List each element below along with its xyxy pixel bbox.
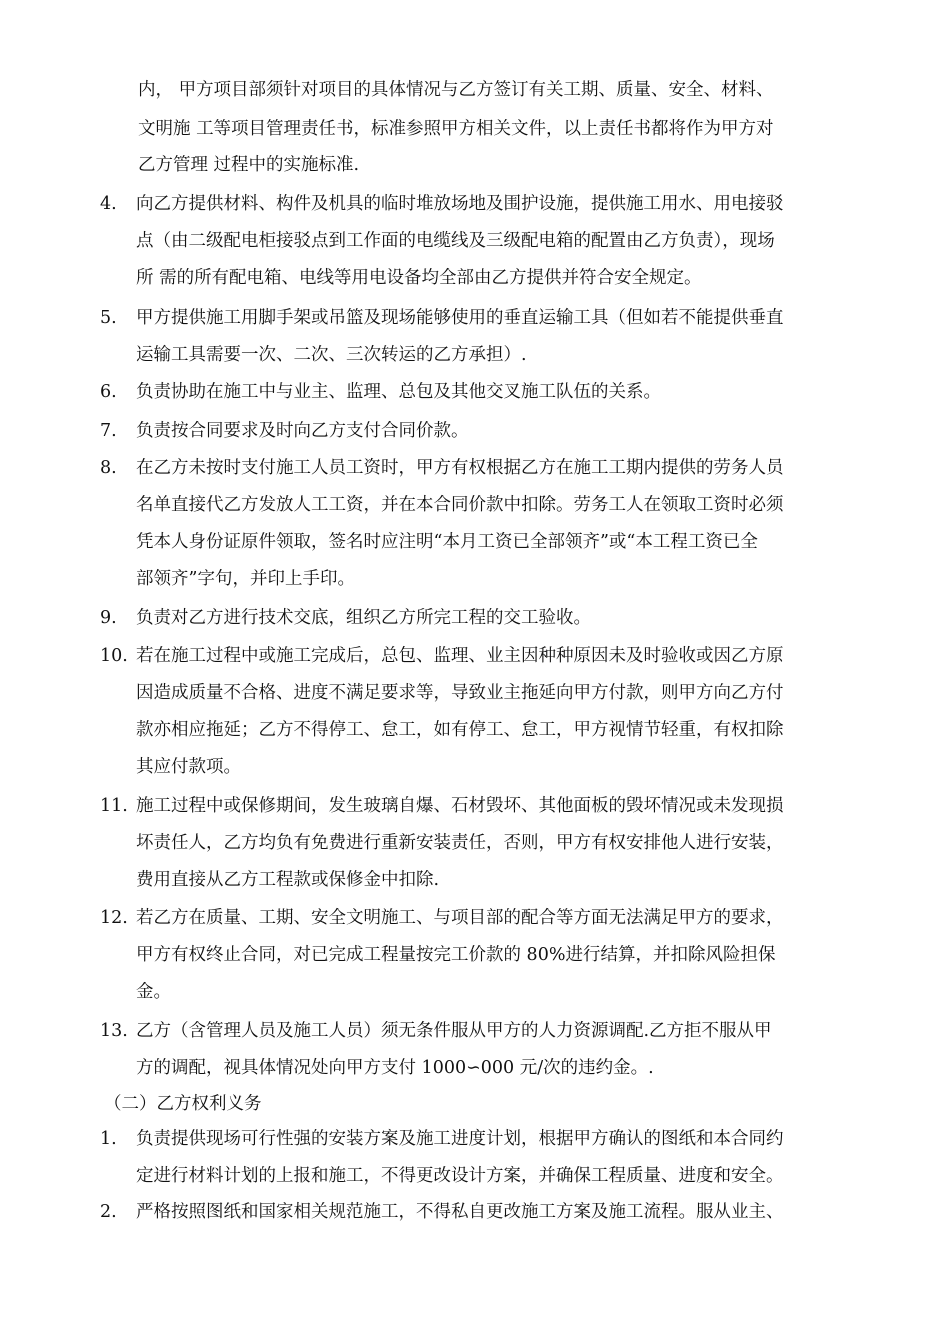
item-line: 若在施工过程中或施工完成后，总包、监理、业主因种种原因未及时验收或因乙方原	[136, 646, 784, 666]
item-number: 11.	[100, 796, 128, 816]
item-number: 1.	[100, 1129, 117, 1149]
item-line: 负责对乙方进行技术交底，组织乙方所完工程的交工验收。	[136, 608, 591, 628]
item-line: 方的调配，视具体情况处向甲方支付 1000∽000 元/次的违约金。.	[136, 1058, 654, 1078]
item-text	[136, 379, 860, 416]
continuation-line: 内， 甲方项目部须针对项目的具体情况与乙方签订有关工期、质量、安全、材料、	[138, 80, 774, 100]
item-line: 向乙方提供材料、构件及机具的临时堆放场地及围护设施，提供施工用水、用电接驳	[136, 194, 784, 214]
item-line: 所 需的所有配电箱、电线等用电设备均全部由乙方提供并符合安全规定。	[136, 268, 702, 288]
item-line: 严格按照图纸和国家相关规范施工，不得私自更改施工方案及施工流程。服从业主、	[136, 1202, 784, 1222]
item-text	[136, 305, 860, 379]
item-line: 乙方（含管理人员及施工人员）须无条件服从甲方的人力资源调配.乙方拒不服从甲	[136, 1021, 772, 1041]
item-number: 4.	[100, 194, 117, 214]
item-line: 负责按合同要求及时向乙方支付合同价款。	[136, 421, 469, 441]
item-text	[136, 605, 860, 642]
item-text	[136, 418, 860, 455]
item-line: 坏责任人，乙方均负有免费进行重新安装责任，否则，甲方有权安排他人进行安装，	[136, 833, 784, 853]
item-line: 其应付款项。	[136, 757, 241, 777]
item-line: 点（由二级配电柜接驳点到工作面的电缆线及三级配电箱的配置由乙方负责），现场	[136, 231, 775, 251]
item-line: 金。	[136, 982, 171, 1002]
item-line: 在乙方未按时支付施工人员工资时，甲方有权根据乙方在施工工期内提供的劳务人员	[136, 458, 784, 478]
continuation-line: 乙方管理 过程中的实施标准.	[138, 155, 360, 175]
item-line: 凭本人身份证原件领取，签名时应注明“本月工资已全部领齐”或“本工程工资已全	[136, 532, 758, 552]
item-line: 运输工具需要一次、二次、三次转运的乙方承担）.	[136, 345, 527, 365]
item-line: 甲方有权终止合同，对已完成工程量按完工价款的 80%进行结算，并扣除风险担保	[136, 945, 776, 965]
item-number: 13.	[100, 1021, 128, 1041]
item-text	[136, 1199, 860, 1236]
item-number: 12.	[100, 908, 128, 928]
item-line: 负责提供现场可行性强的安装方案及施工进度计划，根据甲方确认的图纸和本合同约	[136, 1129, 784, 1149]
item-line: 甲方提供施工用脚手架或吊篮及现场能够使用的垂直运输工具（但如若不能提供垂直	[136, 308, 784, 328]
item-line: 名单直接代乙方发放人工工资，并在本合同价款中扣除。劳务工人在领取工资时必须	[136, 495, 784, 515]
item-line: 定进行材料计划的上报和施工，不得更改设计方案，并确保工程质量、进度和安全。	[136, 1166, 784, 1186]
item-line: 若乙方在质量、工期、安全文明施工、与项目部的配合等方面无法满足甲方的要求，	[136, 908, 784, 928]
item-text	[136, 905, 860, 1016]
item-line: 因造成质量不合格、进度不满足要求等，导致业主拖延向甲方付款，则甲方向乙方付	[136, 683, 784, 703]
item-line: 费用直接从乙方工程款或保修金中扣除.	[136, 870, 440, 890]
continuation-line: 文明施 工等项目管理责任书，标准参照甲方相关文件，以上责任书都将作为甲方对	[138, 119, 774, 139]
item-number: 9.	[100, 608, 117, 628]
item-text	[136, 455, 860, 603]
item-number: 2.	[100, 1202, 117, 1222]
item-number: 7.	[100, 421, 117, 441]
item-text	[136, 191, 860, 302]
item-line: 施工过程中或保修期间，发生玻璃自爆、石材毁坏、其他面板的毁坏情况或未发现损	[136, 796, 784, 816]
item-text	[136, 1018, 860, 1092]
item-text	[136, 1126, 860, 1200]
item-number: 6.	[100, 382, 117, 402]
item-number: 10.	[100, 646, 128, 666]
item-line: 负责协助在施工中与业主、监理、总包及其他交叉施工队伍的关系。	[136, 382, 661, 402]
item-text	[136, 793, 860, 904]
item-number: 8.	[100, 458, 117, 478]
item-number: 5.	[100, 308, 117, 328]
item-line: 部领齐”字句，并印上手印。	[136, 569, 355, 589]
item-line: 款亦相应拖延；乙方不得停工、怠工，如有停工、怠工，甲方视情节轻重，有权扣除	[136, 720, 784, 740]
section-heading: （二）乙方权利义务	[104, 1094, 262, 1114]
item-text	[136, 643, 860, 791]
